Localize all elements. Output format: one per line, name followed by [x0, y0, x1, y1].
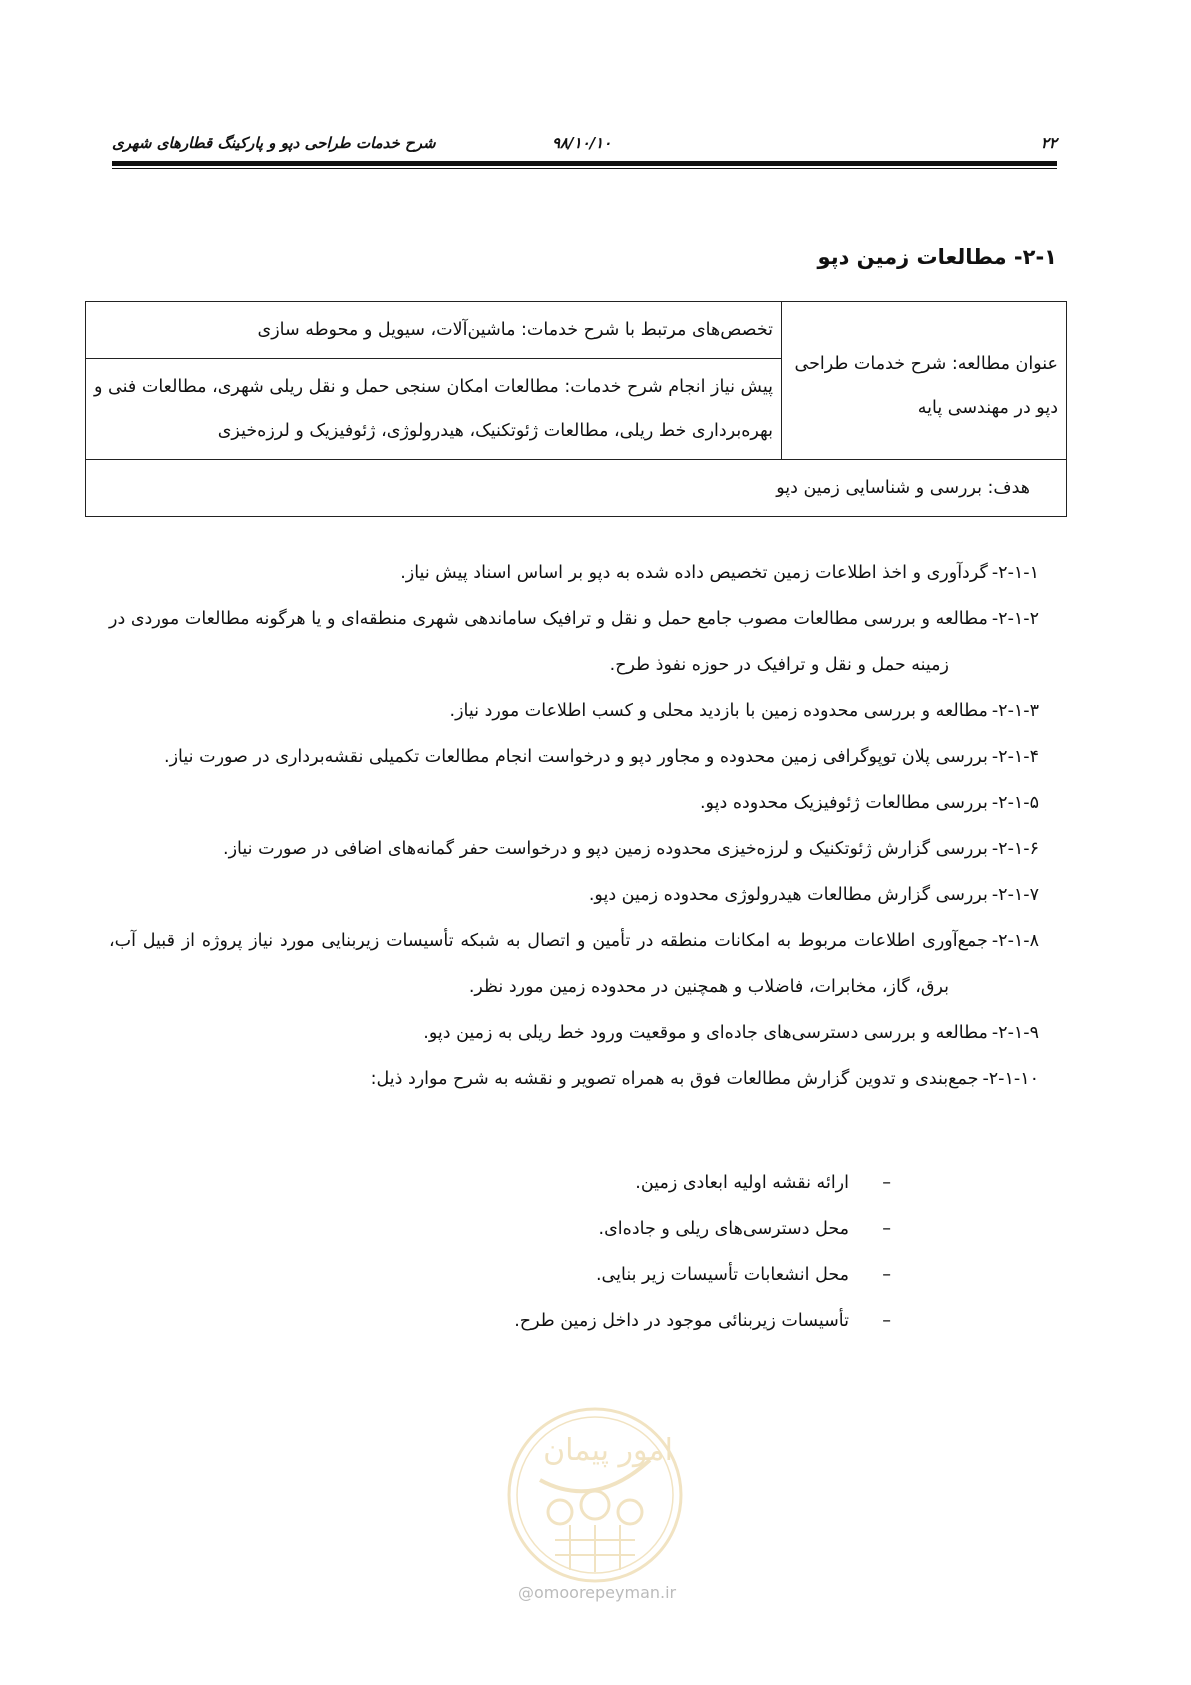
bullet-item: [514, 1160, 891, 1206]
item-text: مطالعه و بررسی محدوده زمین با بازدید محلی و کسب اطلاعات مورد نیاز.: [449, 701, 988, 721]
watermark-url: @omoorepeyman.ir: [518, 1583, 677, 1602]
item-number: ۲-۱-۱۰-: [982, 1069, 1039, 1089]
item-number: ۲-۱-۵-: [991, 793, 1039, 813]
item-text: بررسی پلان توپوگرافی زمین محدوده و مجاور دپو و درخواست انجام مطالعات تکمیلی نقشه‌برداری در صورت نیاز.: [164, 747, 988, 767]
bullet-item: [514, 1252, 891, 1298]
list-item: [109, 550, 1039, 596]
item-text: جمع‌بندی و تدوین گزارش مطالعات فوق به همراه تصویر و نقشه به شرح موارد ذیل:: [370, 1069, 979, 1089]
watermark-url-text: omoorepeyman.ir: [534, 1583, 677, 1602]
item-number: ۲-۱-۱-: [991, 563, 1039, 583]
goal-cell: [86, 460, 1067, 517]
header-rule-thin: [112, 168, 1057, 169]
item-text: گردآوری و اخذ اطلاعات زمین تخصیص داده شده به دپو بر اساس اسناد پیش نیاز.: [400, 563, 988, 583]
item-number: ۲-۱-۷-: [991, 885, 1039, 905]
page-number: ۲۲: [1040, 134, 1057, 152]
bullet-text: محل دسترسی‌های ریلی و جاده‌ای.: [598, 1219, 849, 1239]
bullet-text: ارائه نقشه اولیه ابعادی زمین.: [635, 1173, 849, 1193]
item-text: مطالعه و بررسی دسترسی‌های جاده‌ای و موقعیت ورود خط ریلی به زمین دپو.: [423, 1023, 988, 1043]
watermark-logo-icon: [500, 1400, 690, 1590]
item-text: بررسی گزارش ژئوتکنیک و لرزه‌خیزی محدوده زمین دپو و درخواست حفر گمانه‌های اضافی در صورت نیاز.: [223, 839, 988, 859]
deliverables-list: [514, 1160, 891, 1344]
list-item: [109, 1010, 1039, 1056]
item-text: بررسی گزارش مطالعات هیدرولوژی محدوده زمین دپو.: [588, 885, 988, 905]
related-specialties-cell: [86, 302, 782, 359]
dash-marker: –: [882, 1219, 891, 1239]
bullet-text: تأسیسات زیربنائی موجود در داخل زمین طرح.: [514, 1311, 849, 1331]
item-text: بررسی مطالعات ژئوفیزیک محدوده دپو.: [699, 793, 988, 813]
bullet-item: [514, 1206, 891, 1252]
bullet-text: محل انشعابات تأسیسات زیر بنایی.: [595, 1265, 849, 1285]
section-heading: ۲-۱- مطالعات زمین دپو: [817, 245, 1057, 269]
list-item: [109, 780, 1039, 826]
study-info-table: [85, 301, 1067, 517]
study-title-cell: [782, 302, 1067, 460]
dash-marker: –: [882, 1311, 891, 1331]
list-item: [109, 734, 1039, 780]
list-item: [109, 918, 1039, 1010]
page-header: [112, 128, 1057, 160]
header-date: ۹۸/۱۰/۱۰: [552, 134, 612, 152]
item-number: ۲-۱-۴-: [991, 747, 1039, 767]
header-document-title: شرح خدمات طراحی دپو و پارکینگ قطارهای شهری: [112, 134, 436, 152]
item-number: ۲-۱-۶-: [991, 839, 1039, 859]
item-text: مطالعه و بررسی مطالعات مصوب جامع حمل و نقل و ترافیک ساماندهی شهری منطقه‌ای و یا هرگونه مطالعات موردی در زمینه حمل و نقل و ترافیک در حوزه نفوذ طرح.: [109, 609, 988, 675]
dash-marker: –: [882, 1173, 891, 1193]
item-number: ۲-۱-۸-: [991, 931, 1039, 951]
prerequisites: پیش نیاز انجام شرح خدمات: مطالعات امکان سنجی حمل و نقل ریلی شهری، مطالعات فنی و بهره‌برداری خط ریلی، مطالعات ژئوتکنیک، هیدرولوژی، ژئوفیزیک و لرزه‌خیزی: [94, 377, 773, 441]
goal: هدف: بررسی و شناسایی زمین دپو: [776, 478, 1030, 498]
prerequisites-cell: [86, 359, 782, 460]
bullet-item: [514, 1298, 891, 1344]
list-item: [109, 826, 1039, 872]
list-item: [109, 872, 1039, 918]
study-title: عنوان مطالعه: شرح خدمات طراحی دپو در مهندسی پایه: [794, 354, 1058, 418]
header-rule-thick: [112, 161, 1057, 166]
list-item: [109, 1056, 1039, 1102]
study-items-list: [109, 550, 1039, 1102]
list-item: [109, 688, 1039, 734]
watermark-logo-text: امور پیمان: [543, 1433, 673, 1468]
related-specialties: تخصص‌های مرتبط با شرح خدمات: ماشین‌آلات، سیویل و محوطه سازی: [257, 320, 773, 340]
list-item: [109, 596, 1039, 688]
item-text: جمع‌آوری اطلاعات مربوط به امکانات منطقه در تأمین و اتصال به شبکه تأسیسات زیربنایی مورد نیاز پروژه از قبیل آب، برق، گاز، مخابرات، فاضلاب و همچنین در محدوده زمین مورد نظر.: [109, 931, 988, 997]
item-number: ۲-۱-۲-: [991, 609, 1039, 629]
item-number: ۲-۱-۳-: [991, 701, 1039, 721]
item-number: ۲-۱-۹-: [991, 1023, 1039, 1043]
dash-marker: –: [882, 1265, 891, 1285]
